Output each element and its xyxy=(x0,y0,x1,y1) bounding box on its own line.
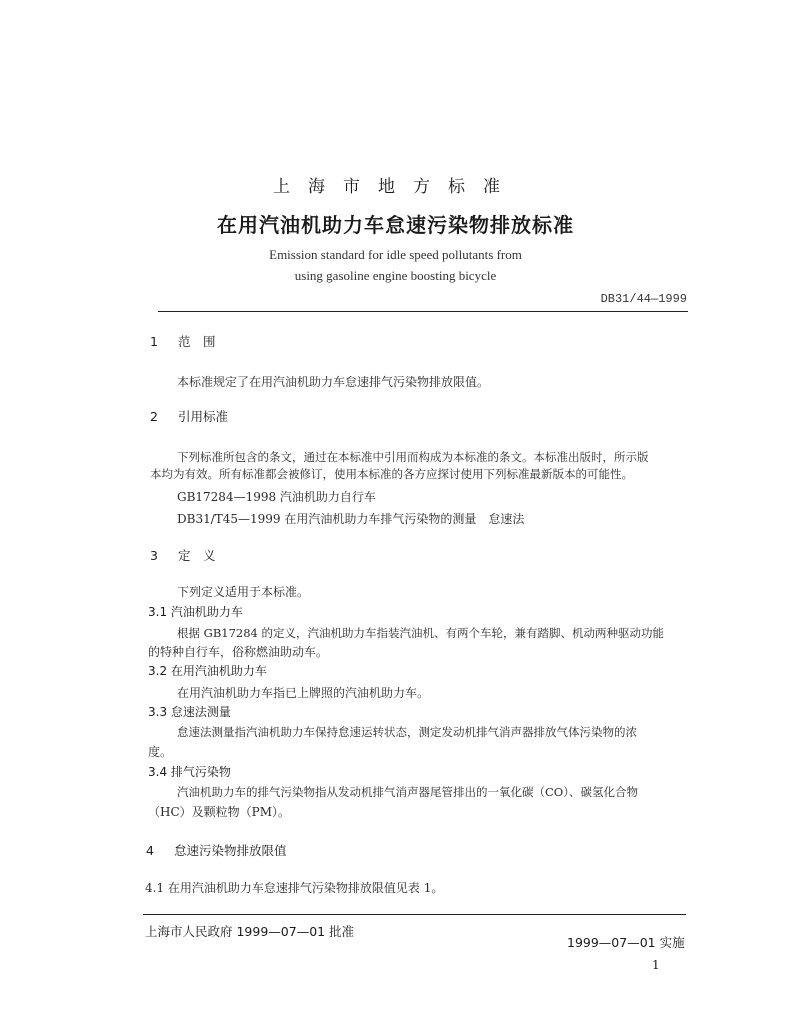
page-number: 1 xyxy=(652,958,660,972)
definition-3-4-line-2: （HC）及颗粒物（PM）。 xyxy=(148,805,291,819)
header-divider xyxy=(158,311,688,312)
english-title-line-1: Emission standard for idle speed pollutants from xyxy=(269,247,522,262)
definition-3-3-line-1: 怠速法测量指汽油机助力车保持怠速运转状态，测定发动机排气消声器排放气体污染物的浓 xyxy=(177,725,637,739)
approval-date: 上海市人民政府 1999—07—01 批准 xyxy=(145,924,355,939)
section-2-text-line-1: 下列标准所包含的条文，通过在本标准中引用而构成为本标准的条文。本标准出版时，所示版 xyxy=(177,450,649,464)
section-4-1-text: 4.1 在用汽油机助力车怠速排气污染物排放限值见表 1。 xyxy=(145,881,444,895)
english-title-line-2: using gasoline engine boosting bicycle xyxy=(294,268,497,283)
definition-3-4-title: 3.4 排气污染物 xyxy=(148,765,231,779)
reference-1: GB17284—1998 汽油机助力自行车 xyxy=(177,490,376,504)
section-number: 3 xyxy=(150,548,158,563)
definition-3-2-line-1: 在用汽油机助力车指已上牌照的汽油机助力车。 xyxy=(177,686,430,700)
section-3-intro: 下列定义适用于本标准。 xyxy=(177,585,310,599)
section-2-text-line-2: 本均为有效。所有标准都会被修订，使用本标准的各方应探讨使用下列标准最新版本的可能性。 xyxy=(150,467,633,481)
section-number: 1 xyxy=(150,334,158,349)
section-number: 2 xyxy=(150,409,158,424)
implementation-date: 1999—07—01 实施 xyxy=(567,935,685,950)
definition-3-3-line-2: 度。 xyxy=(148,745,173,759)
definition-3-3-title: 3.3 怠速法测量 xyxy=(148,705,231,719)
section-title: 定 义 xyxy=(178,548,216,563)
reference-2: DB31/T45—1999 在用汽油机助力车排气污染物的测量 怠速法 xyxy=(177,512,525,526)
section-number: 4 xyxy=(146,843,154,858)
section-title: 范 围 xyxy=(178,334,216,349)
section-1-text: 本标准规定了在用汽油机助力车怠速排气污染物排放限值。 xyxy=(177,375,490,389)
section-title: 引用标准 xyxy=(178,409,229,424)
definition-3-1-line-2: 的特种自行车，俗称燃油助动车。 xyxy=(148,645,329,659)
section-2-heading xyxy=(150,407,228,425)
section-4-heading xyxy=(146,841,287,859)
definition-3-1-title: 3.1 汽油机助力车 xyxy=(148,605,243,619)
section-1-heading xyxy=(150,332,216,350)
definition-3-2-title: 3.2 在用汽油机助力车 xyxy=(148,664,267,678)
section-title: 怠速污染物排放限值 xyxy=(174,843,287,858)
standard-type: 上海市地方标准 xyxy=(273,177,518,197)
definition-3-4-line-1: 汽油机助力车的排气污染物指从发动机排气消声器尾管排出的一氧化碳（CO）、碳氢化合物 xyxy=(177,785,638,799)
definition-3-1-line-1: 根据 GB17284 的定义，汽油机助力车指装汽油机、有两个车轮，兼有踏脚、机动两种驱动功能 xyxy=(177,626,665,640)
standard-code: DB31/44—1999 xyxy=(600,292,687,306)
section-3-heading xyxy=(150,546,216,564)
footer-divider xyxy=(143,914,686,915)
document-title: 在用汽油机助力车怠速污染物排放标准 xyxy=(217,213,574,237)
